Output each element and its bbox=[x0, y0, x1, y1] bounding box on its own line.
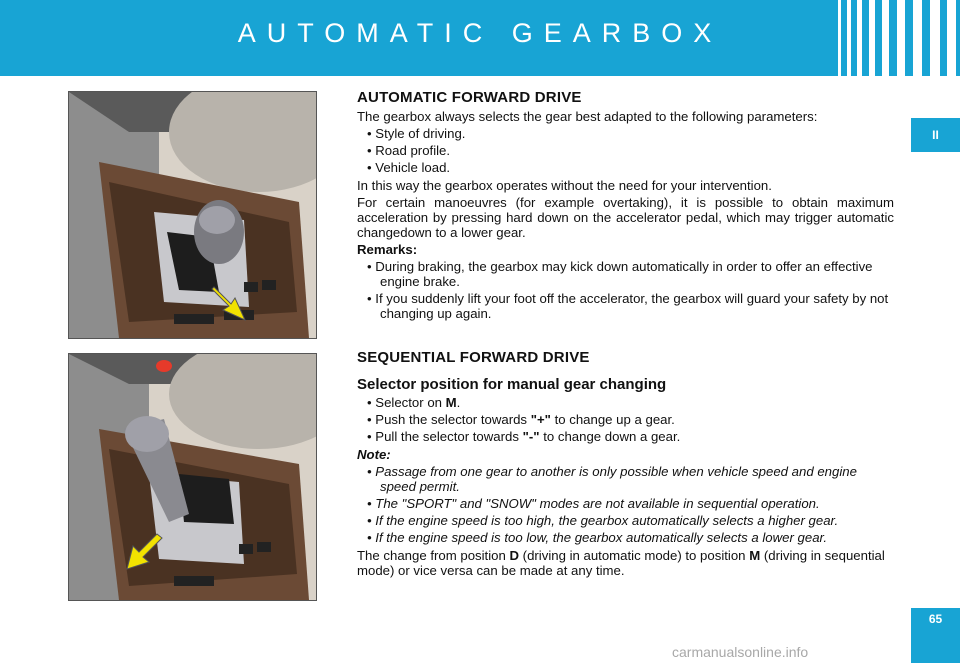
chapter-label: II bbox=[932, 128, 939, 142]
sequential-drive-section bbox=[357, 350, 894, 580]
parameter-list bbox=[357, 126, 894, 175]
automatic-drive-section bbox=[357, 90, 894, 324]
list-item: • Selector on M. bbox=[357, 395, 894, 410]
subheading-selector-position: Selector position for manual gear changing bbox=[357, 376, 667, 393]
automatic-intro: The gearbox always selects the gear best adapted to the following parameters: bbox=[357, 109, 818, 124]
list-item: • Road profile. bbox=[357, 143, 894, 158]
header-stripes-decoration bbox=[838, 0, 960, 76]
page-title: AUTOMATIC GEARBOX bbox=[237, 18, 723, 48]
list-item: • Vehicle load. bbox=[357, 160, 894, 175]
automatic-para-2: For certain manoeuvres (for example overtaking), it is possible to obtain maximum acceleration by pressing hard down on the accelerator pedal, which may trigger automatic changedown to a lower gear. bbox=[357, 195, 894, 240]
gear-selector-photo-automatic bbox=[68, 91, 317, 339]
page-number-tab bbox=[911, 608, 960, 663]
remarks-list bbox=[357, 259, 894, 321]
chapter-tab bbox=[911, 118, 960, 152]
list-item: • Passage from one gear to another is only possible when vehicle speed and engine speed permit. bbox=[357, 464, 894, 494]
list-item: • If the engine speed is too high, the gearbox automatically selects a higher gear. bbox=[357, 513, 894, 528]
list-item: • Style of driving. bbox=[357, 126, 894, 141]
watermark-text: carmanualsonline.info bbox=[672, 644, 809, 660]
list-item: • Push the selector towards "+" to change up a gear. bbox=[357, 412, 894, 427]
section-heading-sequential: SEQUENTIAL FORWARD DRIVE bbox=[357, 349, 590, 366]
selector-steps-list bbox=[357, 395, 894, 444]
page-number: 65 bbox=[928, 612, 943, 626]
list-item: • Pull the selector towards "-" to change down a gear. bbox=[357, 429, 894, 444]
page-header bbox=[0, 0, 960, 76]
automatic-para-1: In this way the gearbox operates without the need for your intervention. bbox=[357, 178, 772, 193]
list-item: • During braking, the gearbox may kick down automatically in order to offer an effective engine brake. bbox=[357, 259, 894, 289]
mode-change-paragraph: The change from position D (driving in automatic mode) to position M (driving in sequential mode) or vice versa can be made at any time. bbox=[357, 548, 885, 578]
list-item: • If you suddenly lift your foot off the accelerator, the gearbox will guard your safety by not changing up again. bbox=[357, 291, 894, 321]
note-list bbox=[357, 464, 894, 545]
list-item: • If the engine speed is too low, the gearbox automatically selects a lower gear. bbox=[357, 530, 894, 545]
remarks-label: Remarks: bbox=[357, 242, 418, 257]
gear-selector-photo-sequential bbox=[68, 353, 317, 601]
note-label: Note: bbox=[357, 447, 391, 462]
section-heading-automatic: AUTOMATIC FORWARD DRIVE bbox=[357, 89, 582, 106]
list-item: • The "SPORT" and "SNOW" modes are not available in sequential operation. bbox=[357, 496, 894, 511]
